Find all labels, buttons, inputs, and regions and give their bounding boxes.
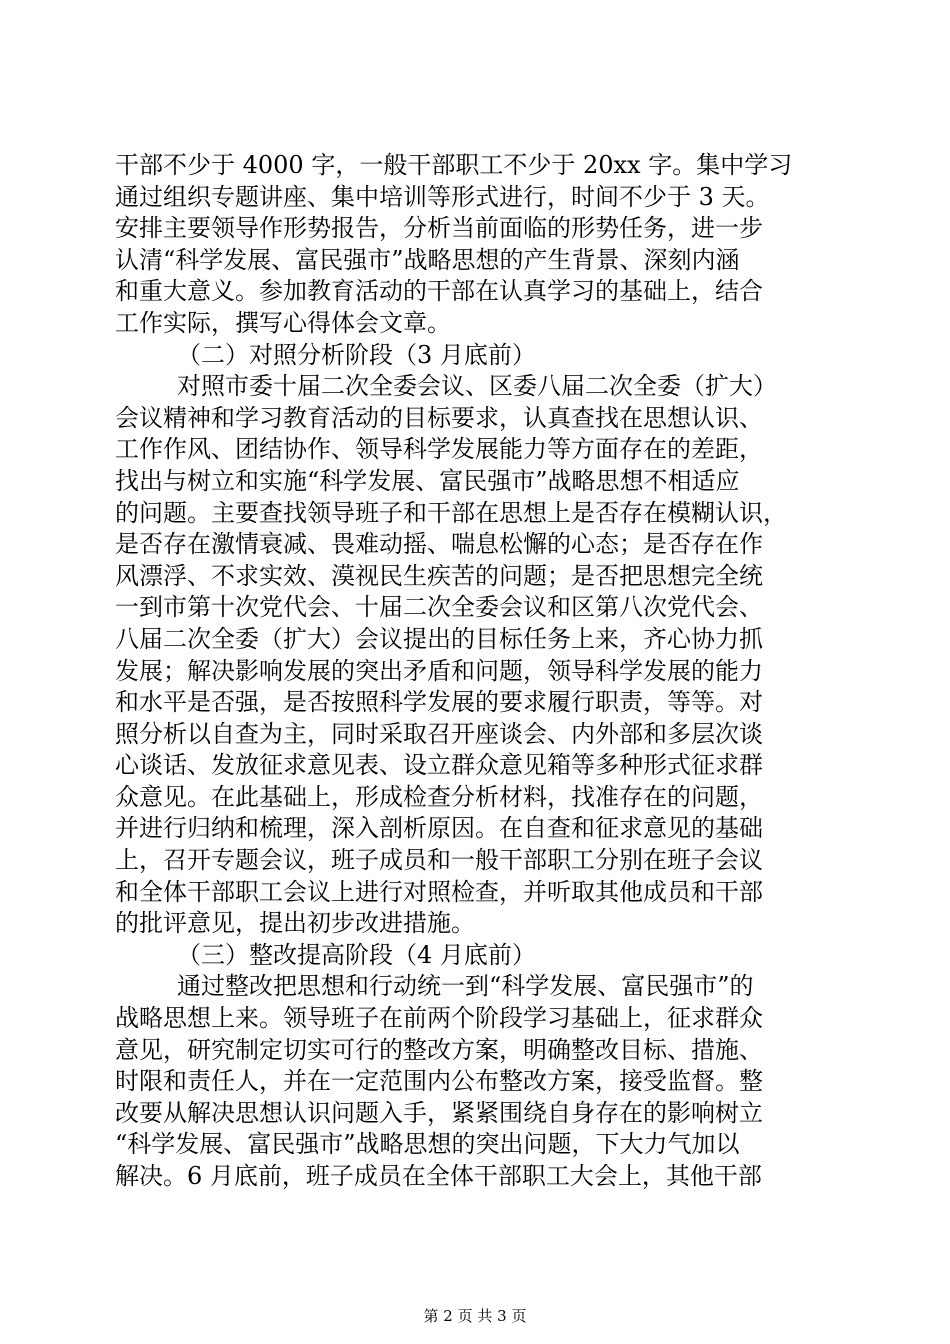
body-line: 风漂浮、不求实效、漠视民生疾苦的问题；是否把思想完全统 [115, 561, 763, 590]
body-line: 会议精神和学习教育活动的目标要求，认真查找在思想认识、 [115, 403, 763, 432]
body-line: 的问题。主要查找领导班子和干部在思想上是否存在模糊认识， [115, 498, 787, 527]
paragraph-first-line: 通过整改把思想和行动统一到“科学发展、富民强市”的 [177, 972, 754, 1001]
body-line: 认清“科学发展、富民强市”战略思想的产生背景、深刻内涵 [115, 245, 740, 274]
document-body [115, 150, 835, 1193]
body-line: “科学发展、富民强市”战略思想的突出问题，下大力气加以 [115, 1130, 740, 1159]
page-footer [0, 1306, 950, 1326]
body-line: 八届二次全委（扩大）会议提出的目标任务上来，齐心协力抓 [115, 624, 763, 653]
body-line: 上，召开专题会议，班子成员和一般干部职工分别在班子会议 [115, 846, 763, 875]
body-line: 解决。6 月底前，班子成员在全体干部职工大会上，其他干部 [115, 1162, 762, 1190]
body-line: 安排主要领导作形势报告，分析当前面临的形势任务，进一步 [115, 214, 763, 243]
body-line: 和全体干部职工会议上进行对照检查，并听取其他成员和干部 [115, 877, 763, 906]
body-line: 并进行归纳和梳理，深入剖析原因。在自查和征求意见的基础 [115, 814, 763, 843]
body-line: 改要从解决思想认识问题入手，紧紧围绕自身存在的影响树立 [115, 1098, 763, 1127]
body-line: 发展；解决影响发展的突出矛盾和问题，领导科学发展的能力 [115, 656, 763, 685]
body-line: 时限和责任人，并在一定范围内公布整改方案，接受监督。整 [115, 1067, 763, 1096]
paragraph-first-line: 对照市委十届二次全委会议、区委八届二次全委（扩大） [177, 372, 777, 401]
body-line: 心谈话、发放征求意见表、设立群众意见箱等多种形式征求群 [115, 751, 763, 780]
body-line: 工作实际，撰写心得体会文章。 [115, 308, 451, 337]
body-line: 干部不少于 4000 字，一般干部职工不少于 20xx 字。集中学习 [115, 151, 793, 179]
body-line: 通过组织专题讲座、集中培训等形式进行，时间不少于 3 天。 [115, 182, 770, 211]
body-line: 战略思想上来。领导班子在前两个阶段学习基础上，征求群众 [115, 1004, 763, 1033]
body-line: 找出与树立和实施“科学发展、富民强市”战略思想不相适应 [115, 466, 740, 495]
body-line: 是否存在激情衰减、畏难动摇、喘息松懈的心态；是否存在作 [115, 530, 763, 559]
body-line: 众意见。在此基础上，形成检查分析材料，找准存在的问题， [115, 782, 763, 811]
body-line: 工作作风、团结协作、领导科学发展能力等方面存在的差距， [115, 435, 763, 464]
section-heading: （二）对照分析阶段（3 月底前） [177, 340, 536, 369]
body-line: 照分析以自查为主，同时采取召开座谈会、内外部和多层次谈 [115, 719, 763, 748]
body-line: 意见，研究制定切实可行的整改方案，明确整改目标、措施、 [115, 1035, 763, 1064]
body-line: 和重大意义。参加教育活动的干部在认真学习的基础上，结合 [115, 277, 763, 306]
body-line: 的批评意见，提出初步改进措施。 [115, 909, 475, 938]
page-number-label: 第 2 页 共 3 页 [423, 1307, 527, 1325]
section-heading: （三）整改提高阶段（4 月底前） [177, 940, 536, 969]
body-line: 一到市第十次党代会、十届二次全委会议和区第八次党代会、 [115, 593, 763, 622]
body-line: 和水平是否强，是否按照科学发展的要求履行职责，等等。对 [115, 688, 763, 717]
